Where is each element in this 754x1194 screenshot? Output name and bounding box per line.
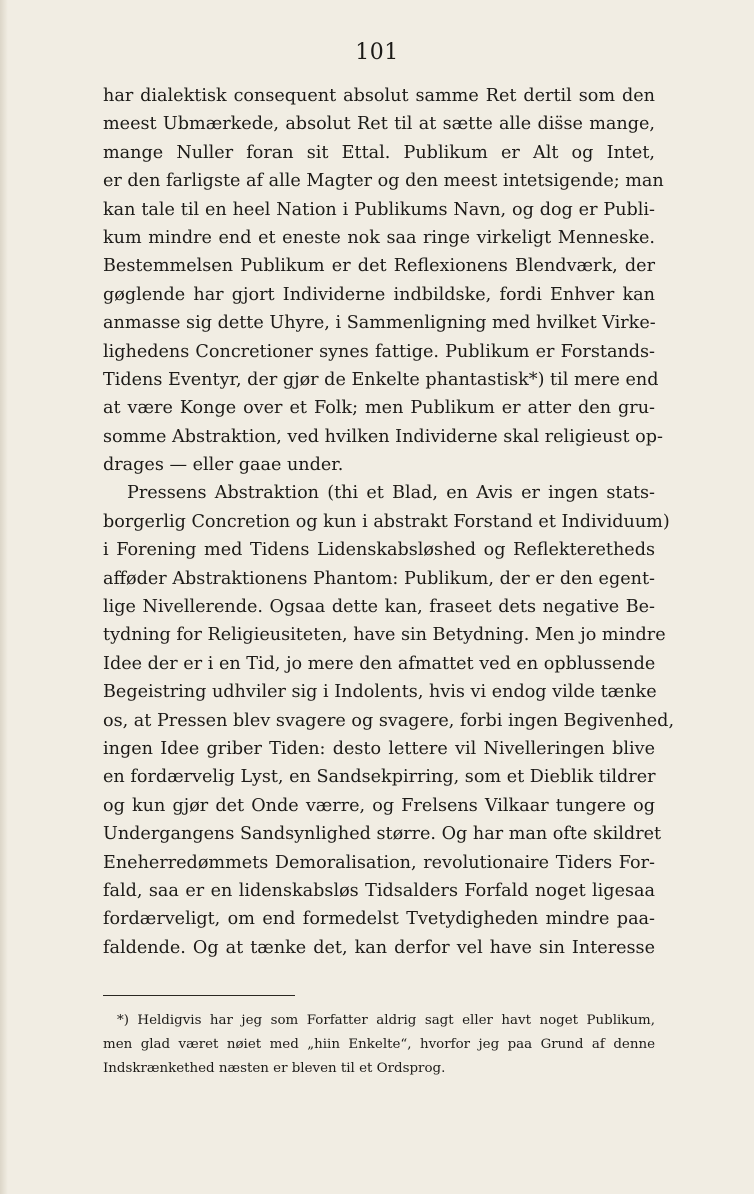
text-line: er den farligste af alle Magter og den meest intetsigende; man (103, 171, 664, 192)
footnote-divider (103, 995, 295, 996)
text-line: kum mindre end et eneste nok saa ringe virkeligt Menneske. (103, 227, 655, 248)
footnote-line: Indskrænkethed næsten er bleven til et Ordsprog. (103, 1061, 446, 1076)
page-number: 101 (355, 40, 399, 65)
text-line: at være Konge over et Folk; men Publikum er atter den gru- (103, 398, 655, 419)
text-line: Pressens Abstraktion (thi et Blad, en Avis er ingen stats- (127, 483, 655, 504)
text-line: mange Nuller foran sit Ettal. Publikum er Alt og Intet, (103, 142, 655, 163)
text-line: Idee der er i en Tid, jo mere den afmattet ved en opblussende (103, 653, 656, 674)
footnote-line: men glad været nøiet med „hiin Enkelte“, hvorfor jeg paa Grund af denne (103, 1037, 655, 1052)
text-line: somme Abstraktion, ved hvilken Individerne skal religieust op- (103, 426, 663, 447)
text-line: fordærveligt, om end formedelst Tvetydigheden mindre paa- (103, 909, 655, 930)
text-line: kan tale til en heel Nation i Publikums Navn, og dog er Publi- (103, 199, 655, 220)
text-line: og kun gjør det Onde værre, og Frelsens Vilkaar tungere og (103, 795, 655, 816)
text-line: fald, saa er en lidenskabsløs Tidsalders Forfald noget ligesaa (103, 880, 655, 901)
text-line: har dialektisk consequent absolut samme Ret dertil som den (103, 86, 655, 106)
main-text-block (103, 82, 675, 962)
text-line: Begeistring udhviler sig i Indolents, hvis vi endog vilde tænke (103, 682, 657, 703)
text-line: lige Nivellerende. Ogsaa dette kan, fraseet dets negative Be- (103, 597, 655, 618)
text-line: lighedens Concretioner synes fattige. Publikum er Forstands- (103, 341, 655, 362)
text-line: i Forening med Tidens Lidenskabsløshed og Reflekteretheds (103, 540, 655, 561)
text-line: Undergangens Sandsynlighed større. Og har man ofte skildret (103, 824, 662, 845)
text-line: Tidens Eventyr, der gjør de Enkelte phantastisk*) til mere end (103, 369, 659, 390)
text-line: faldende. Og at tænke det, kan derfor vel have sin Interesse (103, 937, 655, 958)
text-line: anmasse sig dette Uhyre, i Sammenligning med hvilket Virke- (103, 313, 656, 334)
text-line: tydning for Religieusiteten, have sin Betydning. Men jo mindre (103, 625, 666, 646)
text-line: drages — eller gaae under. (103, 455, 344, 476)
text-line: afføder Abstraktionens Phantom: Publikum, der er den egent- (103, 568, 655, 589)
text-line: borgerlig Concretion og kun i abstrakt Forstand et Individuum) (103, 511, 670, 532)
text-line: ingen Idee griber Tiden: desto lettere vil Nivelleringen blive (103, 738, 655, 759)
footnote-block (103, 1009, 655, 1081)
text-line: en fordærvelig Lyst, en Sandsekpirring, som et Dieblik tildrer (103, 767, 656, 788)
text-line: meest Ubmærkede, absolut Ret til at sætte alle dis̈se mange, (103, 114, 655, 135)
text-line: os, at Pressen blev svagere og svagere, forbi ingen Begivenhed, (103, 710, 675, 731)
footnote-line: *) Heldigvis har jeg som Forfatter aldrig sagt eller havt noget Publikum, (117, 1013, 655, 1028)
text-line: Bestemmelsen Publikum er det Reflexionens Blendværk, der (103, 256, 655, 277)
text-line: Eneherredømmets Demoralisation, revolutionaire Tiders For- (103, 852, 655, 873)
text-line: gøglende har gjort Individerne indbildske, fordi Enhver kan (103, 284, 655, 305)
page-spine-shadow (0, 0, 8, 1194)
